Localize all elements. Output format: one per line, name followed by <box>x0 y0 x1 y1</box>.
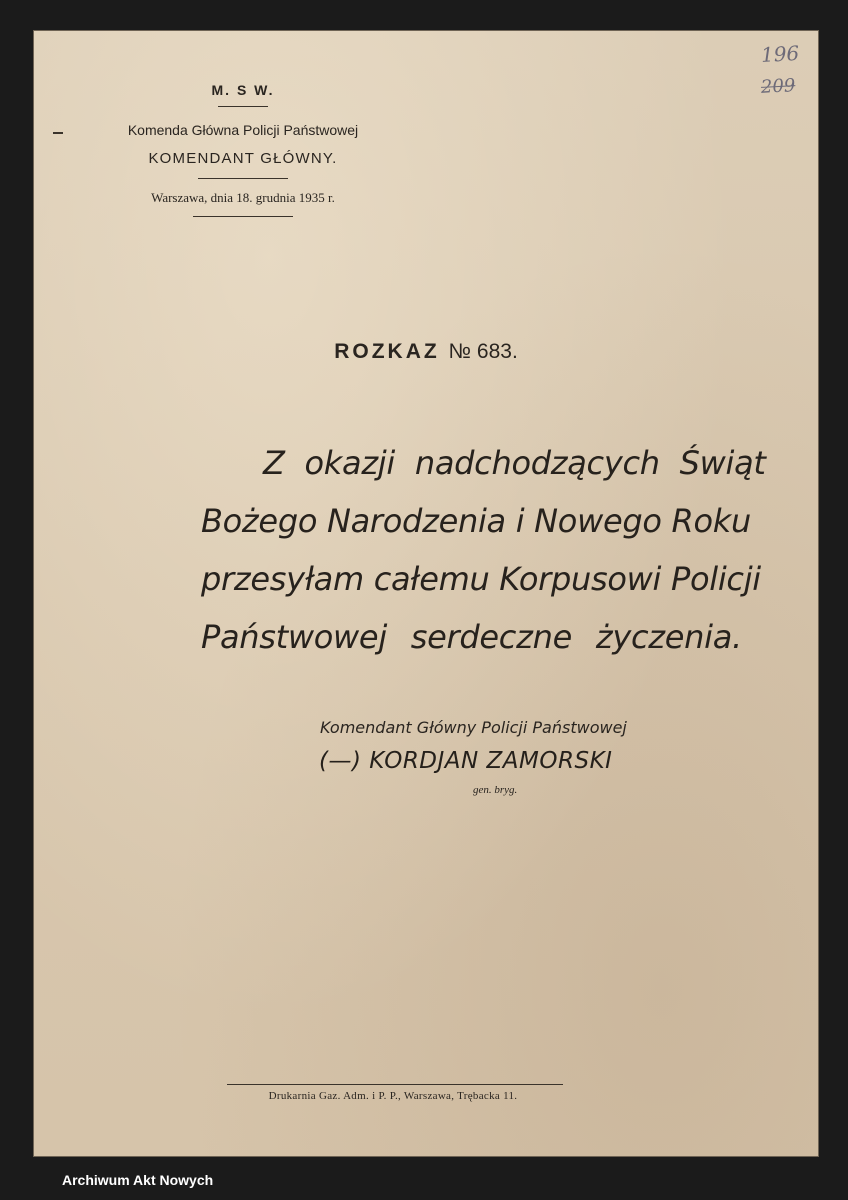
document-page <box>33 30 819 1157</box>
signer-name: (—) KORDJAN ZAMORSKI <box>319 748 613 774</box>
message-line-2: Bożego Narodzenia i Nowego Roku <box>201 502 751 540</box>
header-divider-1 <box>218 106 268 107</box>
signer-position: Komendant Główny Policji Państwowej <box>320 718 627 737</box>
margin-tick <box>53 132 63 134</box>
commander-title: KOMENDANT GŁÓWNY. <box>148 150 338 167</box>
order-title: ROZKAZ <box>334 340 440 363</box>
archive-source-label: Archiwum Akt Nowych <box>62 1172 214 1188</box>
printer-imprint: Drukarnia Gaz. Adm. i P. P., Warszawa, Trębacka 11. <box>268 1090 518 1102</box>
office-name: Komenda Główna Policji Państwowej <box>127 122 359 138</box>
order-heading <box>33 340 819 364</box>
date-line: Warszawa, dnia 18. grudnia 1935 r. <box>151 190 335 205</box>
header-divider-2 <box>198 178 288 179</box>
ministry-label: M. S W. <box>211 82 275 98</box>
message-line-1: Z okazji nadchodzących Świąt <box>263 444 766 482</box>
signer-rank: gen. bryg. <box>473 784 518 796</box>
archive-number-top: 196 <box>760 41 800 67</box>
order-number: № 683. <box>448 340 518 363</box>
footer-divider <box>227 1084 563 1085</box>
archive-number-second: 209 <box>760 75 796 98</box>
message-line-4: Państwowej serdeczne życzenia. <box>201 618 742 656</box>
message-line-3: przesyłam całemu Korpusowi Policji <box>201 560 761 598</box>
header-divider-3 <box>193 216 293 217</box>
